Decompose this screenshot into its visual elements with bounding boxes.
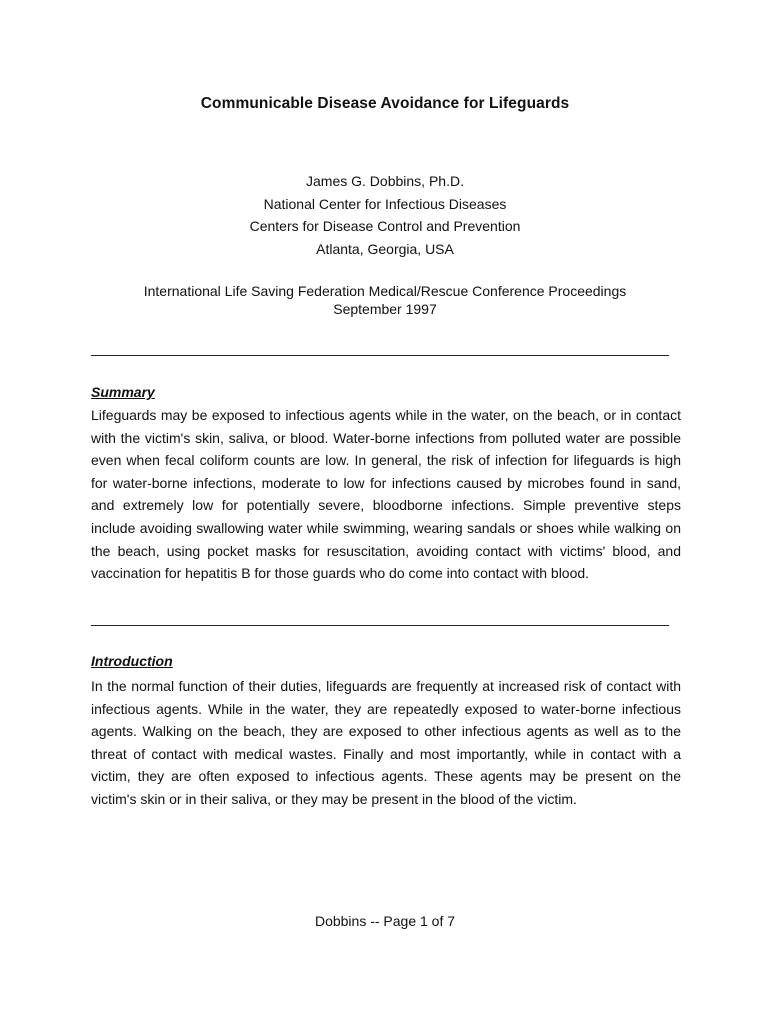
author-block	[0, 170, 770, 260]
conference-date: September 1997	[333, 301, 437, 317]
introduction-heading: Introduction	[91, 653, 173, 669]
summary-heading: Summary	[91, 384, 155, 400]
document-title: Communicable Disease Avoidance for Lifeguards	[200, 95, 570, 112]
author-name: James G. Dobbins, Ph.D.	[306, 173, 464, 189]
author-location: Atlanta, Georgia, USA	[316, 240, 454, 257]
conference-name: International Life Saving Federation Medical/Rescue Conference Proceedings	[143, 283, 627, 299]
conference-block	[0, 282, 770, 318]
summary-paragraph: Lifeguards may be exposed to infectious agents while in the water, on the beach, or in contact with the victim's skin, saliva, or blood. Water-borne infections from polluted water are possible even when fecal coliform counts are low. In general, the risk of infection for lifeguards is high for water-borne infections, moderate to low for infections caused by microbes found in sand, and extremely low for potentially severe, bloodborne infections. Simple preventive steps include avoiding swallowing water while swimming, wearing sandals or shoes while walking on the beach, using pocket masks for resuscitation, avoiding contact with victims' blood, and vaccination for hepatitis B for those guards who do come into contact with blood.	[91, 407, 681, 582]
author-affiliation-1: National Center for Infectious Diseases	[263, 195, 507, 212]
introduction-paragraph: In the normal function of their duties, lifeguards are frequently at increased risk of contact with infectious agents. While in the water, they are repeatedly exposed to water-borne infectious agents. Walking on the beach, they are exposed to other infectious agents as well as to the threat of contact with medical wastes. Finally and most importantly, while in contact with a victim, they are often exposed to infectious agents. These agents may be present on the victim's skin or in their saliva, or they may be present in the blood of the victim.	[91, 678, 681, 807]
horizontal-divider	[91, 625, 669, 626]
page-footer: Dobbins -- Page 1 of 7	[314, 913, 456, 929]
author-affiliation-2: Centers for Disease Control and Prevention	[249, 218, 521, 234]
horizontal-divider	[91, 355, 669, 356]
